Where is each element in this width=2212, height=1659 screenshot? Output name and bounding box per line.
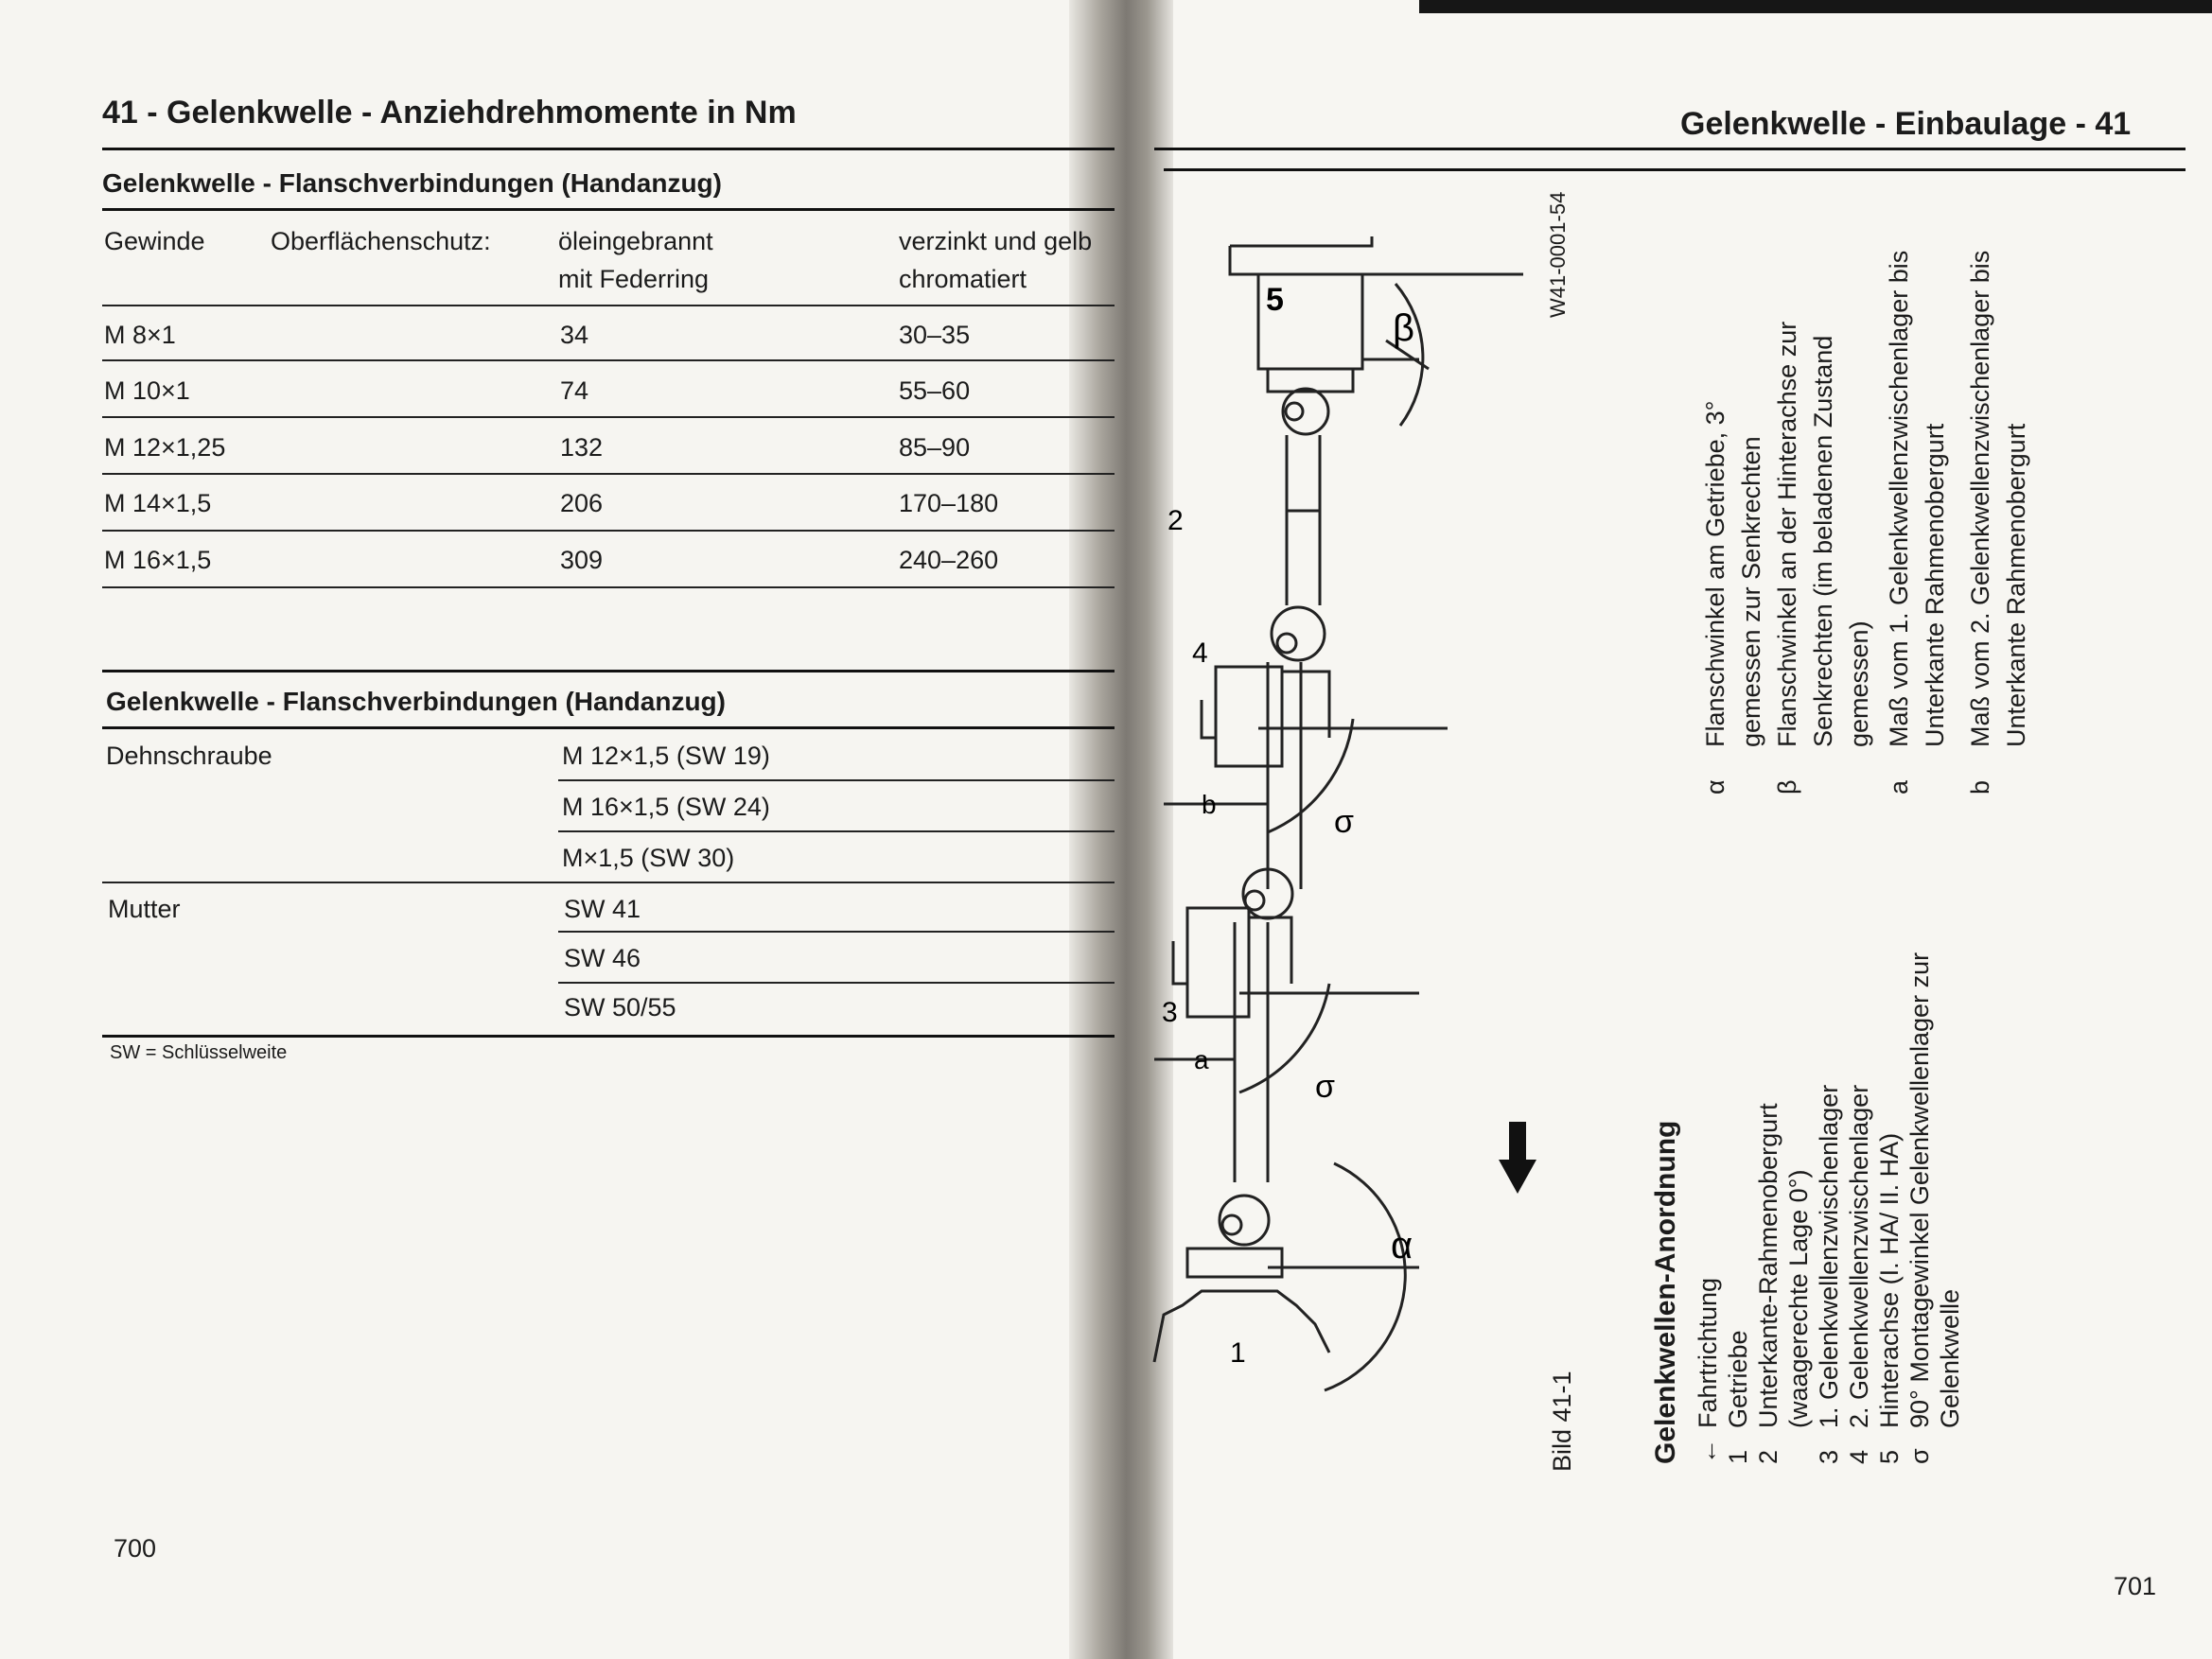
footnote: SW = Schlüsselweite bbox=[110, 1042, 288, 1063]
def-key: b bbox=[1966, 779, 1994, 795]
table2-title-rule bbox=[102, 726, 1115, 729]
def-key: β bbox=[1773, 779, 1801, 795]
table1-row-rule bbox=[102, 530, 1115, 532]
mutter-value: SW 50/55 bbox=[564, 993, 676, 1022]
u-joint-bottom-inner bbox=[1222, 1215, 1241, 1234]
dehn-value: M 12×1,5 (SW 19) bbox=[562, 742, 770, 770]
cell-gewinde: M 10×1 bbox=[104, 376, 190, 405]
label-sigma-bottom: σ bbox=[1315, 1069, 1335, 1105]
table1-row-rule bbox=[102, 473, 1115, 475]
legend-key: 5 bbox=[1875, 1449, 1904, 1464]
def-text: Maß vom 1. Gelenkwellenzwischenlager bis bbox=[1885, 250, 1913, 747]
drive-shaft-diagram bbox=[1145, 227, 1523, 1419]
col-oel-line2: mit Federring bbox=[558, 265, 710, 293]
def-text: Senkrechten (im beladenen Zustand bbox=[1809, 335, 1837, 747]
label-2: 2 bbox=[1167, 505, 1184, 536]
dehnschraube-label: Dehnschraube bbox=[106, 742, 272, 770]
legend-key: 3 bbox=[1815, 1449, 1843, 1464]
page-heading-left: 41 - Gelenkwelle - Anziehdrehmomente in Nm bbox=[102, 95, 797, 131]
table1-row-rule bbox=[102, 416, 1115, 418]
col-oel-line1: öleingebrannt bbox=[558, 227, 713, 255]
table2-title: Gelenkwelle - Flanschverbindungen (Handanzug) bbox=[106, 687, 726, 716]
cell-oel: 206 bbox=[560, 489, 604, 517]
cell-gewinde: M 8×1 bbox=[104, 321, 176, 349]
cell-zink: 55–60 bbox=[899, 376, 971, 405]
def-text: Flanschwinkel an der Hinterachse zur bbox=[1773, 321, 1801, 747]
u-joint-middle bbox=[1272, 607, 1325, 660]
bearing-4-body bbox=[1216, 667, 1282, 766]
table2-inner-rule bbox=[558, 779, 1115, 781]
dehn-value: M×1,5 (SW 30) bbox=[562, 844, 735, 872]
def-text: Unterkante Rahmenobergurt bbox=[1921, 423, 1949, 747]
mutter-value: SW 46 bbox=[564, 944, 641, 972]
heading-rule-right bbox=[1164, 168, 2186, 171]
gearbox-flange bbox=[1187, 1249, 1282, 1277]
table2-inner-rule bbox=[558, 931, 1115, 933]
def-text: Flanschwinkel am Getriebe, 3° bbox=[1701, 400, 1729, 747]
mutter-label: Mutter bbox=[108, 895, 181, 923]
def-text: gemessen zur Senkrechten bbox=[1737, 436, 1765, 747]
table1-row-rule bbox=[102, 359, 1115, 361]
cell-oel: 309 bbox=[560, 546, 604, 574]
page-heading-right: Gelenkwelle - Einbaulage - 41 bbox=[1680, 106, 2132, 142]
label-1: 1 bbox=[1230, 1337, 1246, 1369]
label-a: a bbox=[1194, 1045, 1209, 1074]
scan-edge bbox=[1419, 0, 2212, 13]
cell-gewinde: M 16×1,5 bbox=[104, 546, 212, 574]
legend-key: 4 bbox=[1845, 1449, 1873, 1464]
table1-title-rule bbox=[102, 208, 1115, 211]
cell-oel: 34 bbox=[560, 321, 589, 349]
bearing-3-body bbox=[1187, 908, 1249, 1017]
axle-housing-outline bbox=[1230, 246, 1523, 274]
cell-gewinde: M 14×1,5 bbox=[104, 489, 212, 517]
legend-text: 1. Gelenkwellenzwischenlager bbox=[1815, 1084, 1843, 1428]
cell-oel: 132 bbox=[560, 433, 604, 462]
cell-gewinde: M 12×1,25 bbox=[104, 433, 226, 462]
table1-header-rule bbox=[102, 305, 1115, 306]
alpha-arc bbox=[1325, 1163, 1405, 1390]
def-key: α bbox=[1701, 779, 1729, 795]
col-gewinde: Gewinde bbox=[104, 227, 205, 255]
legend-text: Hinterachse (I. HA/ II. HA) bbox=[1875, 1132, 1904, 1428]
u-joint-middle-inner bbox=[1277, 634, 1296, 653]
col-zink-line2: chromatiert bbox=[899, 265, 1027, 293]
label-5: 5 bbox=[1266, 282, 1284, 318]
cell-zink: 85–90 bbox=[899, 433, 971, 462]
bearing-3-frame bbox=[1249, 917, 1291, 984]
cell-zink: 240–260 bbox=[899, 546, 999, 574]
def-text: gemessen) bbox=[1845, 620, 1873, 747]
legend-key: 2 bbox=[1754, 1449, 1782, 1464]
legend-text: Fahrtrichtung bbox=[1694, 1277, 1722, 1428]
label-3: 3 bbox=[1162, 997, 1178, 1028]
u-joint-bottom bbox=[1220, 1196, 1269, 1245]
bearing-4-mount bbox=[1202, 700, 1216, 738]
cell-zink: 30–35 bbox=[899, 321, 971, 349]
def-text: Unterkante Rahmenobergurt bbox=[2002, 423, 2030, 747]
u-joint-top bbox=[1283, 389, 1328, 434]
col-zink-line1: verzinkt und gelb bbox=[899, 227, 1093, 255]
page-number-left: 700 bbox=[114, 1534, 157, 1563]
arrow-down-icon bbox=[1499, 1122, 1536, 1194]
label-alpha: α bbox=[1391, 1225, 1413, 1266]
table1-bottom-rule bbox=[102, 586, 1115, 588]
mutter-value: SW 41 bbox=[564, 895, 641, 923]
cell-oel: 74 bbox=[560, 376, 589, 405]
table2-inner-rule bbox=[558, 982, 1115, 984]
def-text: Maß vom 2. Gelenkwellenzwischenlager bis bbox=[1966, 250, 1994, 747]
def-key: a bbox=[1885, 779, 1913, 795]
dehn-value: M 16×1,5 (SW 24) bbox=[562, 793, 770, 821]
figure-caption: Bild 41-1 bbox=[1548, 1371, 1576, 1472]
table2-inner-rule bbox=[558, 830, 1115, 832]
legend-key: σ bbox=[1905, 1448, 1934, 1464]
legend-key: 1 bbox=[1724, 1449, 1752, 1464]
cell-zink: 170–180 bbox=[899, 489, 999, 517]
legend-text: (waagerechte Lage 0°) bbox=[1784, 1169, 1813, 1428]
heading-rule-left bbox=[102, 148, 1115, 150]
table2-group-rule bbox=[102, 882, 1115, 883]
col-oberflaechenschutz: Oberflächenschutz: bbox=[271, 227, 491, 255]
table2-bottom-rule bbox=[102, 1035, 1115, 1038]
table2-top-rule bbox=[102, 670, 1115, 672]
legend-title: Gelenkwellen-Anordnung bbox=[1650, 1120, 1681, 1464]
legend-text: Unterkante-Rahmenobergurt bbox=[1754, 1103, 1782, 1428]
u-joint-top-inner bbox=[1286, 403, 1303, 420]
figure-code: W41-0001-54 bbox=[1546, 191, 1570, 318]
heading-rule-right-top bbox=[1154, 148, 2186, 150]
legend-text: Getriebe bbox=[1724, 1330, 1752, 1428]
legend-text: Gelenkwelle bbox=[1936, 1288, 1964, 1428]
legend-key: ← bbox=[1694, 1439, 1722, 1464]
label-b: b bbox=[1202, 790, 1217, 819]
page-number-right: 701 bbox=[2114, 1572, 2157, 1600]
label-4: 4 bbox=[1192, 637, 1208, 669]
axle-housing-outline bbox=[1230, 236, 1372, 246]
table1-title: Gelenkwelle - Flanschverbindungen (Handanzug) bbox=[102, 168, 722, 198]
bearing-3-mount bbox=[1173, 941, 1187, 984]
legend-text: 2. Gelenkwellenzwischenlager bbox=[1845, 1084, 1873, 1428]
legend-text: 90° Montagewinkel Gelenkwellenlager zur bbox=[1905, 952, 1934, 1428]
label-beta: β bbox=[1393, 307, 1415, 349]
label-sigma-top: σ bbox=[1334, 804, 1354, 840]
